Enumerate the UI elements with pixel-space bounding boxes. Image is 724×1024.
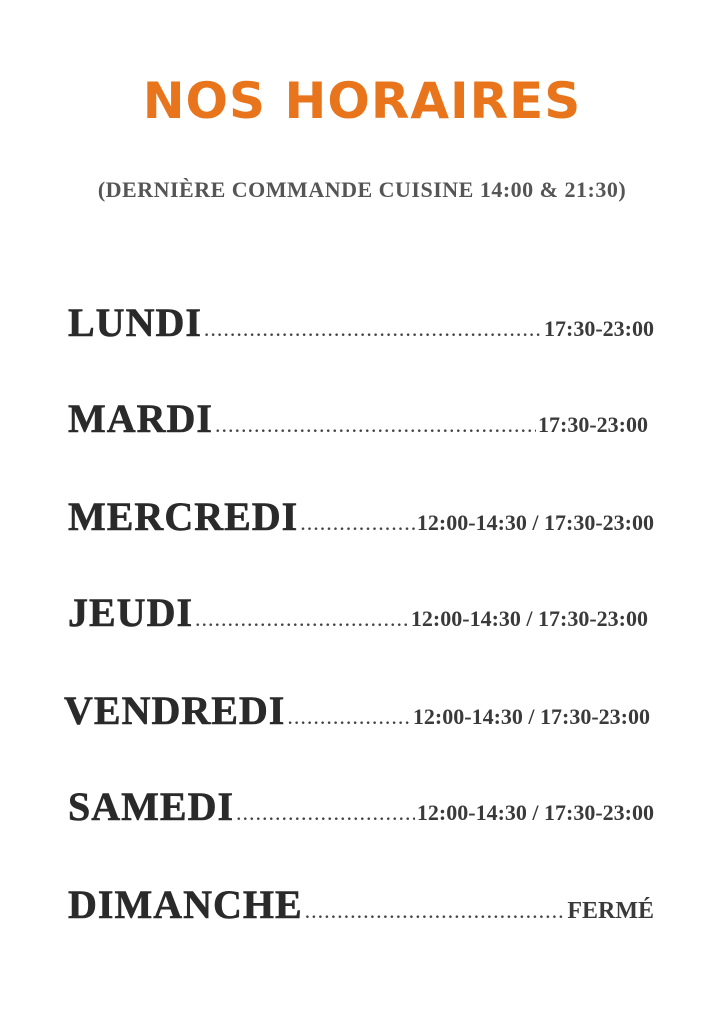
dot-leader [287,704,411,730]
day-label: MERCREDI [68,494,299,539]
day-label: JEUDI [68,590,194,635]
dot-leader [204,316,542,342]
opening-hours: 12:00-14:30 / 17:30-23:00 [416,800,654,825]
dot-leader [300,510,415,536]
opening-hours: 17:30-23:00 [538,412,648,437]
last-order-note: (DERNIÈRE COMMANDE CUISINE 14:00 & 21:30) [97,177,627,202]
day-label: LUNDI [68,300,202,345]
page-title: NOS HORAIRES [142,72,582,130]
dot-leader [195,606,409,632]
schedule-row-wednesday [68,494,654,540]
closed-label: FERMÉ [567,898,654,924]
schedule-row-thursday [68,590,648,636]
schedule-row-sunday [68,882,654,928]
opening-hours: 12:00-14:30 / 17:30-23:00 [416,510,654,535]
dot-leader [305,898,566,924]
opening-hours: 17:30-23:00 [544,316,654,341]
opening-hours: 12:00-14:30 / 17:30-23:00 [412,704,650,729]
opening-hours: 12:00-14:30 / 17:30-23:00 [410,606,648,631]
schedule-row-saturday [68,784,654,830]
day-label: MARDI [68,396,213,441]
day-label: VENDREDI [64,688,286,733]
schedule-row-monday [68,300,654,346]
schedule-row-tuesday [68,396,648,442]
day-label: DIMANCHE [68,882,303,927]
dot-leader [215,412,536,438]
dot-leader [236,800,415,826]
schedule-row-friday [64,688,650,734]
day-label: SAMEDI [68,784,235,829]
